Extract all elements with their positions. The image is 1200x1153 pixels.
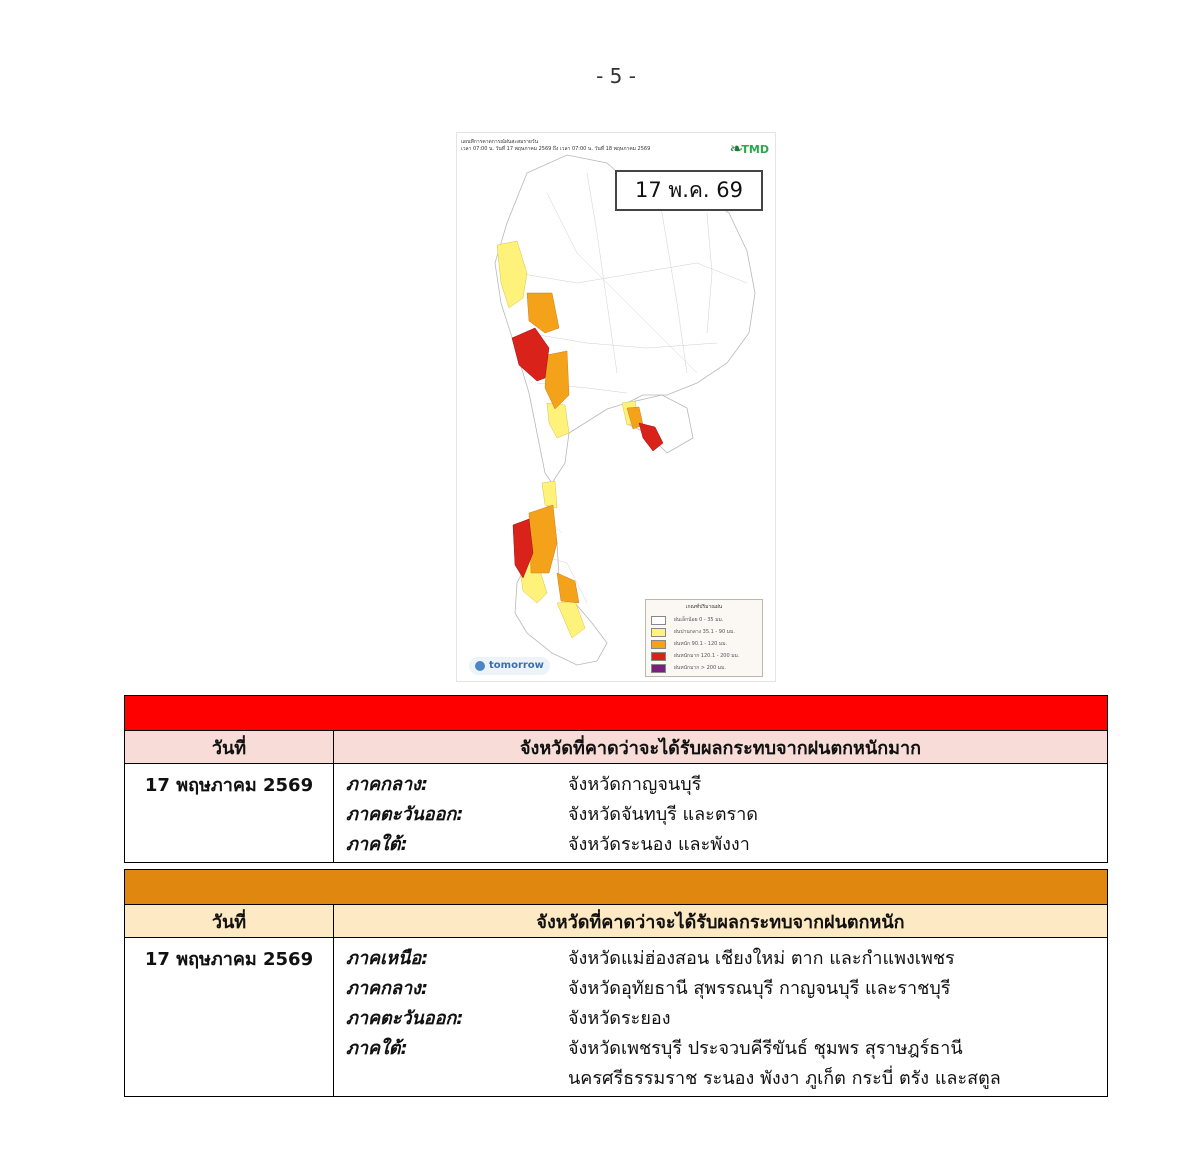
region-line (346, 768, 1107, 798)
region-label: ภาคกลาง: (346, 977, 429, 999)
table-row (125, 764, 1108, 863)
region-label: ภาคตะวันออก: (346, 803, 464, 825)
provinces-cell (334, 764, 1108, 863)
provinces-cell (334, 938, 1108, 1097)
province-list: นครศรีธรรมราช ระนอง พังงา ภูเก็ต กระบี่ ตรัง และสตูล (568, 1067, 1001, 1089)
legend-title: เกณฑ์ปริมาณฝน (685, 604, 723, 610)
region-label: ภาคใต้: (346, 1037, 408, 1059)
legend-label: ฝนปานกลาง 35.1 - 90 มม. (674, 629, 735, 635)
province-list: จังหวัดจันทบุรี และตราด (568, 803, 758, 825)
province-list: จังหวัดกาญจนบุรี (568, 773, 702, 795)
department-logo-icon: ❧ (729, 139, 743, 158)
province-list: จังหวัดเพชรบุรี ประจวบคีรีขันธ์ ชุมพร สุราษฎร์ธานี (568, 1037, 963, 1059)
region-line (346, 942, 1107, 972)
header-provinces: จังหวัดที่คาดว่าจะได้รับผลกระทบจากฝนตกหนัก (334, 905, 1108, 938)
page-number: - 5 - (596, 64, 636, 88)
region-line (346, 972, 1107, 1002)
legend-item (651, 662, 757, 674)
region-label: ภาคเหนือ: (346, 947, 429, 969)
header-date: วันที่ (125, 731, 334, 764)
region-line (346, 1002, 1107, 1032)
legend-item (651, 614, 757, 626)
region-line (346, 828, 1107, 858)
warning-level-bar (125, 870, 1108, 905)
red-level-bar (125, 696, 1108, 731)
region-label: ภาคกลาง: (346, 773, 429, 795)
province-list: จังหวัดแม่ฮ่องสอน เชียงใหม่ ตาก และกำแพงเพชร (568, 947, 955, 969)
province-list: จังหวัดระยอง (568, 1007, 671, 1029)
very-heavy-rain-table (124, 695, 1108, 863)
zone-moderate-south3 (542, 481, 557, 508)
region-label: ภาคตะวันออก: (346, 1007, 464, 1029)
date-cell: 17 พฤษภาคม 2569 (125, 764, 334, 863)
table-header-row (125, 731, 1108, 764)
province-list: จังหวัดระนอง และพังงา (568, 833, 750, 855)
region-label: ภาคใต้: (346, 833, 408, 855)
map-header-title: แผนที่การคาดการณ์ฝนสะสมรายวัน (461, 139, 539, 145)
header-provinces: จังหวัดที่คาดว่าจะได้รับผลกระทบจากฝนตกหนักมาก (334, 731, 1108, 764)
legend-label: ฝนหนัก 90.1 - 120 มม. (674, 641, 728, 647)
legend-swatch (651, 616, 666, 625)
legend-item (651, 650, 757, 662)
map-legend (645, 599, 763, 677)
date-cell: 17 พฤษภาคม 2569 (125, 938, 334, 1097)
region-line (346, 798, 1107, 828)
legend-swatch (651, 664, 666, 673)
warning-level-bar (125, 696, 1108, 731)
table-header-row (125, 905, 1108, 938)
rainfall-forecast-map (456, 132, 776, 682)
map-date-label: 17 พ.ค. 69 (615, 170, 763, 211)
legend-label: ฝนเล็กน้อย 0 - 35 มม. (674, 617, 724, 623)
legend-item (651, 638, 757, 650)
header-date: วันที่ (125, 905, 334, 938)
legend-label: ฝนหนักมาก 120.1 - 200 มม. (674, 653, 740, 659)
legend-swatch (651, 628, 666, 637)
map-header-period: เวลา 07:00 น. วันที่ 17 พฤษภาคม 2569 ถึง เวลา 07:00 น. วันที่ 18 พฤษภาคม 2569 (461, 146, 651, 152)
table-row (125, 938, 1108, 1097)
tomorrow-logo-icon (475, 661, 485, 671)
tomorrow-brand (469, 657, 550, 675)
tmd-logo: TMD (741, 143, 769, 156)
orange-level-bar (125, 870, 1108, 905)
legend-swatch (651, 652, 666, 661)
region-line (346, 1032, 1107, 1062)
legend-swatch (651, 640, 666, 649)
province-list: จังหวัดอุทัยธานี สุพรรณบุรี กาญจนบุรี และราชบุรี (568, 977, 951, 999)
legend-item (651, 626, 757, 638)
heavy-rain-table (124, 869, 1108, 1097)
legend-label: ฝนหนักมาก > 200 มม. (674, 665, 726, 671)
region-line (346, 1062, 1107, 1092)
brand-label: tomorrow (489, 660, 544, 671)
